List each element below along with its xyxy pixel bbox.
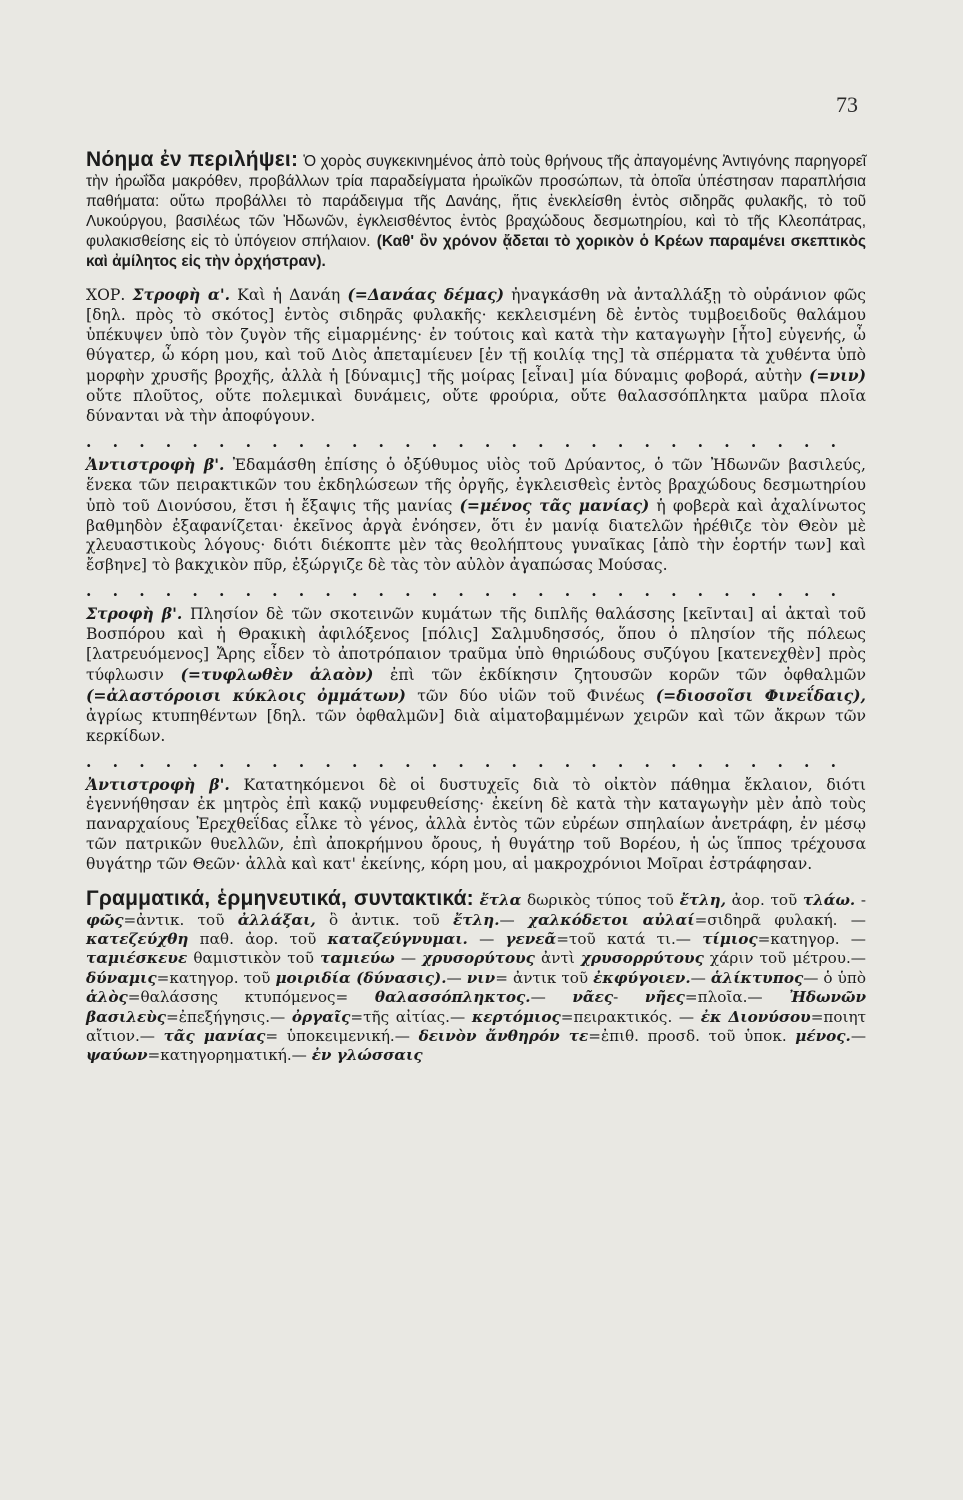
ellipsis-dot: . [564, 752, 571, 771]
ellipsis-divider [86, 753, 866, 771]
ellipsis-dot: . [777, 432, 783, 451]
ellipsis-dot: . [431, 582, 438, 601]
grammar-term: τλάω. [802, 891, 856, 910]
grammar-explanation: — [499, 910, 528, 929]
grammar-term: καταζεύγνυμαι. [327, 929, 468, 948]
grammar-explanation: — [446, 968, 467, 987]
ellipsis-dot: . [139, 752, 145, 771]
summary-heading: Νόημα ἐν περιλήψει: [86, 148, 299, 171]
strophe-b-gloss2: (=ἀλαστόροισι κύκλοις ὀμμάτων) [86, 685, 406, 705]
grammar-explanation: =πλοῖα.— [684, 988, 790, 1007]
ellipsis-dot: . [538, 752, 544, 771]
grammar-explanation: χάριν τοῦ μέτρου.— [703, 949, 866, 968]
ellipsis-dot: . [245, 432, 251, 451]
grammar-term: νῆες [644, 988, 685, 1007]
grammar-term: ἔτλη. [453, 910, 500, 929]
grammar-explanation: - [855, 891, 867, 910]
ellipsis-dot: . [192, 752, 198, 771]
ellipsis-dot: . [272, 582, 278, 601]
grammar-explanation: παθ. ἀορ. τοῦ [188, 929, 328, 948]
ellipsis-dot: . [165, 582, 172, 601]
ellipsis-dot: . [777, 582, 783, 601]
ellipsis-dot: . [671, 432, 677, 451]
ellipsis-dot: . [86, 752, 92, 771]
ellipsis-dot: . [644, 582, 650, 601]
stage-direction: (Καθ' ὃν χρόνον ᾄδεται τὸ χορικὸν ὁ Κρέων παραμένει σκεπτικὸς καὶ ἀμίλητος εἰς τὴν ὀρχήστραν). [86, 232, 866, 270]
strophe-b-text2: τῶν δύο υἱῶν τοῦ Φινέως [417, 686, 645, 705]
antistrophe-a-gloss: (=μένος τᾶς μανίας) [459, 495, 650, 515]
ellipsis-dot: . [378, 432, 384, 451]
grammar-explanation: =κατηγορηματική.— [147, 1046, 312, 1065]
strophe-b-label: Στροφὴ β'. [86, 604, 183, 624]
grammar-term: χαλκόδετοι αὐλαί [527, 910, 695, 929]
grammar-explanation: δωρικὸς τύπος τοῦ [521, 891, 680, 910]
ellipsis-dot: . [405, 432, 411, 451]
grammar-explanation: ἀντὶ [534, 949, 581, 968]
grammar-explanation: =ἐπιθ. προσδ. τοῦ ὑποκ. [588, 1026, 796, 1045]
ellipsis-dot: . [777, 752, 783, 771]
grammar-term: μένος. [795, 1026, 851, 1045]
ellipsis-dot: . [325, 582, 331, 601]
ellipsis-dot: . [458, 582, 464, 601]
ellipsis-dot: . [218, 752, 225, 771]
ellipsis-dot: . [724, 582, 730, 601]
grammar-explanation: =θαλάσσης κτυπόμενος= [127, 988, 375, 1007]
grammar-term: ταμιέσκευε [86, 949, 188, 968]
grammar-explanation: ὃ ἀντικ. τοῦ [315, 910, 454, 929]
grammar-term: ταμιεύω [320, 949, 395, 968]
ellipsis-dot: . [192, 582, 198, 601]
ellipsis-divider [86, 433, 866, 451]
strophe-a-label: Στροφὴ α'. [132, 285, 231, 305]
ellipsis-dot: . [804, 432, 810, 451]
antistrophe-b-label: Ἀντιστροφὴ β'. [86, 774, 230, 794]
ellipsis-dot: . [511, 582, 517, 601]
grammar-term: φῶς [86, 910, 124, 929]
ellipsis-dot: . [298, 432, 305, 451]
strophe-b-text1: ἐπὶ τῶν ἐκδίκησιν ζητουσῶν κορῶν τῶν ὀφθαλμῶν [390, 665, 867, 684]
grammar-term: κατεζεύχθη [86, 929, 189, 948]
ellipsis-divider [86, 582, 866, 600]
ellipsis-dot: . [112, 582, 119, 601]
grammar-explanation: — [850, 1026, 866, 1045]
ellipsis-dot: . [671, 752, 677, 771]
antistrophe-a [86, 455, 866, 576]
grammar-term: ἀλλάξαι, [237, 910, 316, 929]
grammar-term: δεινὸν ἄνθηρόν τε [418, 1026, 589, 1045]
ellipsis-dot: . [644, 432, 650, 451]
ellipsis-dot: . [405, 582, 411, 601]
ellipsis-dot: . [671, 582, 677, 601]
ellipsis-dot: . [804, 582, 810, 601]
ellipsis-dot: . [511, 432, 517, 451]
page-number: 73 [836, 92, 858, 117]
ellipsis-dot: . [830, 432, 837, 451]
ellipsis-dot: . [245, 752, 251, 771]
ellipsis-dot: . [218, 432, 225, 451]
ellipsis-dot: . [697, 752, 704, 771]
ellipsis-dot: . [484, 432, 491, 451]
grammar-term: ἔτλα [479, 891, 522, 910]
ellipsis-dot: . [325, 432, 331, 451]
ellipsis-dot: . [351, 752, 358, 771]
strophe-b-gloss3: (=διοσοῖσι Φινεΐδαις), [655, 685, 866, 705]
ellipsis-dot: . [139, 432, 145, 451]
ellipsis-dot: . [484, 752, 491, 771]
grammar-term: μοιριδία (δύνασις). [275, 968, 447, 987]
grammar-explanation: — [467, 929, 506, 948]
ellipsis-dot: . [617, 432, 624, 451]
grammar-explanation: = ὑποκειμενική.— [265, 1026, 419, 1045]
strophe-a-gloss: (=Δανάας δέμας) [347, 285, 505, 305]
grammar-term: ὀργαῖς [291, 1007, 351, 1026]
ellipsis-dot: . [272, 432, 278, 451]
grammar-term: γενεᾶ [505, 929, 557, 948]
grammar-term: ἐν γλώσσαις [311, 1046, 423, 1065]
grammar-term: θαλασσόπληκτος. [374, 988, 531, 1007]
grammar-explanation: — ὁ ὑπὸ [803, 968, 866, 987]
ellipsis-dot: . [538, 582, 544, 601]
strophe-a-text2: οὔτε πλοῦτος, οὔτε πολεμικαὶ δυνάμεις, οὔτε φρούρια, οὔτε θαλασσόπληκτα μαῦρα πλοῖα δύνανται νὰ τὴν ἀποφύγουν. [86, 386, 866, 425]
grammar-explanation: — [690, 968, 711, 987]
ellipsis-dot: . [591, 582, 597, 601]
grammar-explanation: =ποιητ αἴτιον.— [86, 1007, 867, 1045]
ellipsis-dot: . [458, 752, 464, 771]
grammar-explanation: =τοῦ κατά τι.— [556, 929, 703, 948]
ellipsis-dot: . [750, 582, 757, 601]
grammar-explanation: =τῆς αἰτίας.— [350, 1007, 472, 1026]
antistrophe-a-pre: Ἐδαμάσθη ἐπίσης ὁ ὀξύθυμος υἱὸς τοῦ Δρύαντος, ὁ τῶν Ἠδωνῶν βασιλεύς, ἕνεκα τῶν πειρακτικῶν του ἐκδηλώσεων τῆς ὀργῆς, ἐγκλεισθεὶς ἐντὸς βραχώδους δεσμωτηρίου ὑπὸ τοῦ Διονύσου, ἔτσι ἡ ἔξαψις τῆς μανίας [86, 455, 866, 515]
grammar-explanation: ἀορ. τοῦ [726, 891, 803, 910]
ellipsis-dot: . [458, 432, 464, 451]
ellipsis-dot: . [538, 432, 544, 451]
grammar-term: νιν [466, 968, 496, 987]
ellipsis-dot: . [750, 752, 757, 771]
ellipsis-dot: . [644, 752, 650, 771]
ellipsis-dot: . [86, 582, 92, 601]
grammar-term: ἁλὸς [86, 988, 128, 1007]
grammar-term: τίμιος [702, 929, 758, 948]
ellipsis-dot: . [112, 752, 119, 771]
ellipsis-dot: . [804, 752, 810, 771]
grammar-term: νᾶες [572, 988, 614, 1007]
ellipsis-dot: . [325, 752, 331, 771]
ellipsis-dot: . [139, 582, 145, 601]
grammar-term: χρυσορρύτους [580, 949, 704, 968]
strophe-b-text: Πλησίον δὲ τῶν σκοτεινῶν κυμάτων τῆς διπλῆς θαλάσσης [κεῖνται] αἱ ἀκταὶ τοῦ Βοσπόρου καὶ ἡ Θρακικὴ ἀφιλόξενος [πόλις] Σαλμυδησσός, ὅπου ὁ πλησίον τῆς πόλεως [λατρευόμενος] Ἄρης εἶδεν τὸ ἀποτρόπαιον τραῦμα ὑπὸ θηριώδους συζύγου [κατενεχθὲν] πρὸς τύφλωσιν [86, 605, 866, 684]
grammar-term: ἐκ Διονύσου [700, 1007, 811, 1026]
ellipsis-dot: . [218, 582, 225, 601]
ellipsis-dot: . [165, 752, 172, 771]
grammar-term: ἁλίκτυπος [710, 968, 804, 987]
grammar-explanation: =ἀντικ. τοῦ [123, 910, 238, 929]
grammar-notes [86, 889, 866, 1066]
grammar-explanation: θαμιστικὸν τοῦ [187, 949, 321, 968]
ellipsis-dot: . [724, 752, 730, 771]
grammar-explanation: — [394, 949, 423, 968]
ellipsis-dot: . [617, 582, 624, 601]
ellipsis-dot: . [830, 582, 837, 601]
grammar-term: ἔτλη, [679, 891, 726, 910]
ellipsis-dot: . [830, 752, 837, 771]
grammar-explanation: - [613, 988, 619, 1007]
ellipsis-dot: . [697, 582, 704, 601]
ellipsis-dot: . [431, 752, 438, 771]
ellipsis-dot: . [351, 432, 358, 451]
ellipsis-dot: . [272, 752, 278, 771]
ellipsis-dot: . [378, 752, 384, 771]
strophe-a [86, 285, 866, 426]
grammar-term: ψαύων [86, 1046, 148, 1065]
grammar-explanation: =σιδηρᾶ φυλακή. — [694, 910, 866, 929]
strophe-a-pre: Καὶ ἡ Δανάη [237, 286, 341, 305]
ellipsis-dot: . [617, 752, 624, 771]
ellipsis-dot: . [484, 582, 491, 601]
grammar-term: δύναμις [86, 968, 157, 987]
grammar-term: ἐκφύγοιεν. [593, 968, 691, 987]
ellipsis-dot: . [724, 432, 730, 451]
ellipsis-dot: . [511, 752, 517, 771]
ellipsis-dot: . [697, 432, 704, 451]
grammar-explanation: = ἀντικ τοῦ [495, 968, 594, 987]
grammar-explanation: =πειρακτικός. — [560, 1007, 695, 1026]
ellipsis-dot: . [564, 432, 571, 451]
ellipsis-dot: . [298, 752, 305, 771]
grammar-term: Ἠδωνῶν βασιλεὺς [86, 988, 867, 1026]
grammar-term: τᾶς μανίας [163, 1026, 266, 1045]
summary-text: Ὁ χορὸς συγκεκινημένος ἀπὸ τοὺς θρήνους τῆς ἀπαγομένης Ἀντιγόνης παρηγορεῖ τὴν ἡρωΐδα μακρόθεν, προβάλλων τρία παραδείγματα ἡρωϊκῶν προσώπων, τὰ ὁποῖα ὑπέστησαν παραπλήσια παθήματα: οὕτω προβάλλει τὸ παράδειγμα τῆς Δανάης, ἥτις ἐνεκλείσθη ἐντὸς σιδηρᾶς φυλακῆς, τὸ τοῦ Λυκούργου, βασιλέως τῶν Ἠδωνῶν, ἐγκλεισθέντος ἐντὸς βραχώδους δεσμωτηρίου, καὶ τὸ τῆς Κλεοπάτρας, φυλακισθείσης εἰς τὸ ὑπόγειον σπήλαιον. [86, 153, 866, 250]
grammar-explanation: =κατηγορ. — [757, 929, 866, 948]
summary-paragraph [86, 150, 866, 271]
strophe-b-gloss1: (=τυφλωθὲν ἀλαὸν) [180, 664, 374, 684]
ellipsis-dot: . [591, 752, 597, 771]
antistrophe-a-text: ἡ φοβερὰ καὶ ἀχαλίνωτος βαθμηδὸν ἐξαφανίζεται· ἐκεῖνος ἀργὰ ἐνόησεν, ὅτι ἐν μανίᾳ διατελῶν ἠρέθιζε τὸν Θεὸν μὲ χλευαστικοὺς λόγους· διότι διέκοπτε μὲν τὰς θεολήπτους γυναῖκας [ἀπὸ τὴν ἑορτήν των] καὶ ἔσβηνε] τὸ βακχικὸν πῦρ, ἐξώργιζε δὲ τὰς τὸν αὐλὸν ἀγαπώσας Μούσας. [86, 496, 866, 575]
grammar-explanation: =ἐπεξήγησις.— [166, 1007, 286, 1026]
ellipsis-dot: . [86, 432, 92, 451]
ellipsis-dot: . [378, 582, 384, 601]
strophe-b [86, 604, 866, 746]
antistrophe-a-label: Ἀντιστροφὴ β'. [86, 454, 225, 474]
grammar-term: χρυσορύτους [422, 949, 535, 968]
antistrophe-b-text: Κατατηκόμενοι δὲ οἱ δυστυχεῖς διὰ τὸ οἰκτὸν πάθημα ἔκλαιον, διότι ἐγεννήθησαν ἐκ μητρὸς ἐπὶ κακῷ νυμφευθείσης· ἐκείνη δὲ κατὰ τὴν καταγωγὴν μὲν ἀπὸ τοὺς παναρχαίους Ἐρεχθεΐδας εἶλκε τὸ γένος, ἀλλὰ ἐντὸς τῶν εὐρέων σπηλαίων ἀνετράφη, ἐν μέσῳ τῶν πατρικῶν θυελλῶν, ἐπὶ ἀποκρήμνου ὄρους, ἡ θυγάτηρ τοῦ Βορέου, ἡ ὡς ἵππος τρέχουσα θυγάτηρ τῶν Θεῶν· ἀλλὰ καὶ κατ' ἐκείνης, κόρη μου, αἱ μακροχρόνιοι Μοῖραι ἐστράφησαν. [86, 775, 866, 874]
antistrophe-b [86, 775, 866, 876]
ellipsis-dot: . [112, 432, 119, 451]
grammar-heading: Γραμματικά, ἑρμηνευτικά, συντακτικά: [86, 887, 474, 911]
grammar-explanation: — [530, 988, 573, 1007]
grammar-explanation: =κατηγορ. τοῦ [156, 968, 276, 987]
ellipsis-dot: . [245, 582, 251, 601]
ellipsis-dot: . [351, 582, 358, 601]
ellipsis-dot: . [405, 752, 411, 771]
grammar-term: κερτόμιος [471, 1007, 561, 1026]
ellipsis-dot: . [192, 432, 198, 451]
ellipsis-dot: . [750, 432, 757, 451]
chorus-label: ΧΟΡ. [86, 286, 126, 305]
ellipsis-dot: . [431, 432, 438, 451]
strophe-a-gloss2: (=νιν) [808, 366, 866, 386]
strophe-b-text3: ἀγρίως κτυπηθέντων [δηλ. τῶν ὀφθαλμῶν] διὰ αἱματοβαμμένων χειρῶν καὶ τῶν ἄκρων τῶν κερκίδων. [86, 706, 866, 745]
page-body [86, 150, 866, 1066]
ellipsis-dot: . [564, 582, 571, 601]
ellipsis-dot: . [165, 432, 172, 451]
ellipsis-dot: . [591, 432, 597, 451]
ellipsis-dot: . [298, 582, 305, 601]
strophe-a-text: ἠναγκάσθη νὰ ἀνταλλάξῃ τὸ οὐράνιον φῶς [δηλ. πρὸς τὸ σκότος] ἐντὸς σιδηρᾶς φυλακῆς· κεκλεισμένη δὲ ἐντὸς τυμβοειδοῦς θαλάμου ὑπέκυψεν ὑπὸ τὸν ζυγὸν τῆς εἱμαρμένης· ἐν τούτοις καὶ κατὰ τὴν καταγωγὴν [ἦτο] εὐγενής, ὦ θύγατερ, ὦ κόρη μου, καὶ τοῦ Διὸς ἀπεταμίευεν [ἐν τῇ κοιλίᾳ της] τὰ σπέρματα τὰ χυθέντα ὑπὸ μορφὴν χρυσῆς βροχῆς, ἀλλὰ ἡ [δύναμις] τῆς μοίρας [εἶναι] μία δύναμις φοβορά, αὐτὴν [86, 286, 866, 386]
